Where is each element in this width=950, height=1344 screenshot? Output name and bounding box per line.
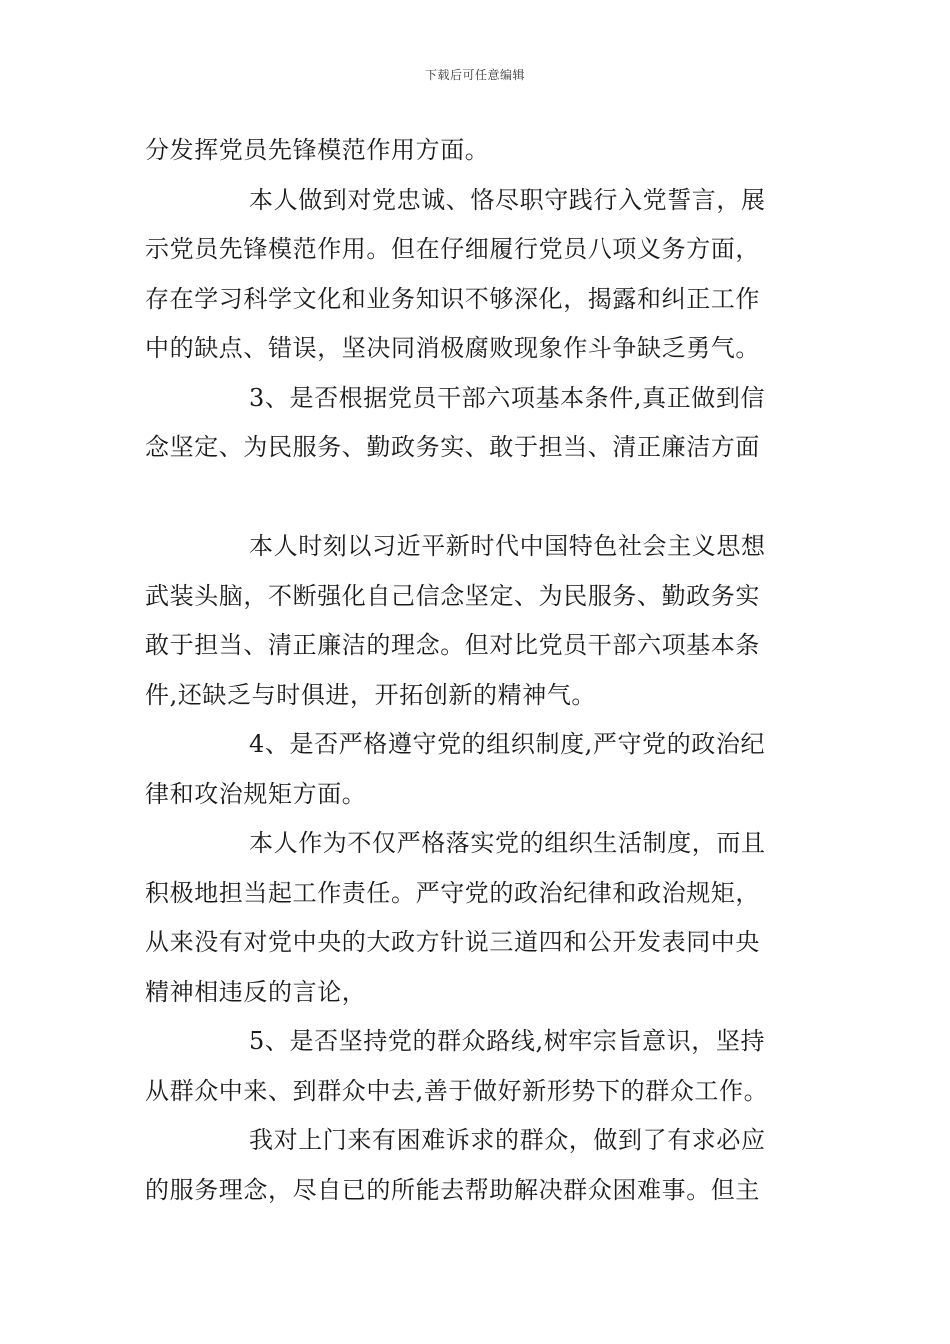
text-line: 武装头脑，不断强化自己信念坚定、为民服务、勤政务实 [145, 581, 760, 610]
text-line: 存在学习科学文化和业务知识不够深化，揭露和纠正工作 [145, 284, 760, 313]
page-header: 下载后可任意编辑 [424, 68, 525, 82]
paragraph-start-line: 本人作为不仅严格落实党的组织生活制度，而且 [249, 829, 766, 857]
text-line: 精神相违反的言论， [145, 977, 367, 1006]
section-heading-line: 律和攻治规矩方面。 [145, 779, 367, 808]
text-line: 从来没有对党中央的大政方针说三道四和公开发表同中央 [145, 928, 760, 956]
section-heading-line: 5、是否坚持党的群众路线,树牢宗旨意识，坚持 [249, 1027, 766, 1055]
section-heading-line: 4、是否严格遵守党的组织制度,严守党的政治纪 [249, 730, 766, 758]
text-line: 的服务理念，尽自已的所能去帮助解决群众困难事。但主 [145, 1175, 760, 1204]
paragraph-start-line: 我对上门来有困难诉求的群众，做到了有求必应 [249, 1126, 766, 1154]
section-heading-line: 从群众中来、到群众中去,善于做好新形势下的群众工作。 [145, 1076, 769, 1105]
text-line: 示党员先锋模范作用。但在仔细履行党员八项义务方面， [145, 235, 760, 263]
text-line: 敢于担当、清正廉洁的理念。但对比党员干部六项基本条 [145, 631, 760, 659]
section-heading-line: 念坚定、为民服务、勤政务实、敢于担当、清正廉洁方面 [145, 433, 760, 461]
text-line: 积极地担当起工作责任。严守党的政治纪律和政治规矩， [145, 878, 760, 907]
paragraph-start-line: 本人做到对党忠诚、恪尽职守践行入党誓言，展 [249, 185, 766, 214]
section-heading-line: 3、是否根据党员干部六项基本条件,真正做到信 [249, 383, 766, 412]
blank-gap [145, 473, 810, 523]
text-line: 中的缺点、错误，坚决同消极腐败现象作斗争缺乏勇气。 [145, 334, 760, 362]
text-line: 件,还缺乏与时俱进，开拓创新的精神气。 [145, 680, 597, 709]
paragraph-start-line: 本人时刻以习近平新时代中国特色社会主义思想 [249, 532, 766, 560]
text-line: 分发挥党员先锋模范作用方面。 [145, 136, 490, 164]
document-body [145, 126, 810, 1215]
